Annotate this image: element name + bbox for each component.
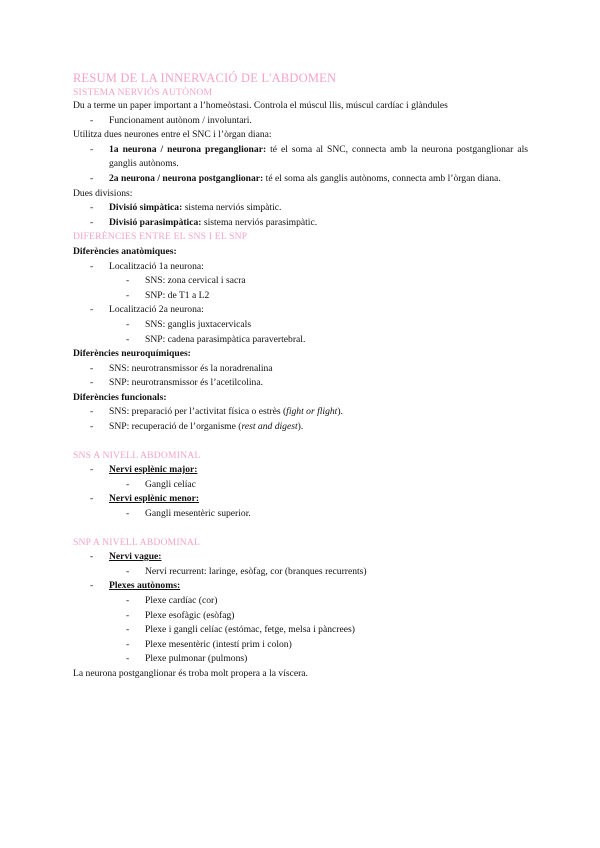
dash-bullet: - [90,580,94,592]
sub-list-item: - Plexe mesentèric (intestí prim i colon) [73,638,528,653]
dash-bullet: - [90,377,94,389]
div1-text: sistema nerviós simpàtic. [182,202,282,214]
list-item [73,143,528,172]
section-heading-autonomic: SISTEMA NERVIÓS AUTÒNOM [73,87,213,98]
sub-list-item: - SNP: cadena parasimpàtica paravertebral. [73,333,528,348]
neuron2-label: 2a neurona / neurona postganglionar: [109,172,264,184]
dash-bullet: - [126,478,130,490]
neurochemical-list [73,362,528,391]
sub-list-item: - Gangli celíac [73,478,528,493]
dash-bullet: - [126,318,130,330]
dash-bullet: - [90,114,94,126]
div2-label: Divisió parasimpàtica: [109,216,202,228]
sub-list [109,274,528,303]
italic-term: fight or flight [286,406,338,418]
dash-bullet: - [126,565,130,577]
div1-label: Divisió simpàtica: [109,202,183,214]
neuron1-label: 1a neurona / neurona preganglionar: [109,143,267,155]
list-item: - Plexes autònoms: - Plexe cardíac (cor) - Plexe esofàgic (esòfag) - Plexe i gangli celíac (estómac, fetge, melsa i pàncrees) - Plexe mesentèric (intestí prim i colon) - Plexe pulmonar (pulmons) [73,579,528,667]
list-item [73,216,528,231]
div2-text: sistema nerviós parasimpàtic. [201,216,318,228]
dash-bullet: - [126,609,130,621]
dash-bullet: - [90,493,94,505]
dash-bullet: - [90,421,94,433]
list-item [73,201,528,216]
dash-bullet: - [90,362,94,374]
sns-list [73,463,528,521]
sub-list [109,565,528,580]
dash-bullet: - [126,333,130,345]
dash-bullet: - [90,551,94,563]
list-item: - Nervi esplènic major: - Gangli celíac [73,463,528,492]
snp-list [73,550,528,667]
section-heading-snp-abdominal: SNP A NIVELL ABDOMINAL [73,536,201,548]
dash-bullet: - [90,143,94,155]
dash-bullet: - [90,260,94,272]
sub-list-item: - Nervi recurrent: laringe, esòfag, cor (branques recurrents) [73,565,528,580]
anatomical-list [73,260,528,348]
section-heading-differences: DIFERÈNCIES ENTRE EL SNS I EL SNP [73,231,248,243]
neurons-list [73,143,528,187]
dash-bullet: - [126,653,130,665]
list-item: - Nervi esplènic menor: - Gangli mesentèric superior. [73,492,528,521]
dash-bullet: - [90,216,94,228]
list-item: - SNS: neurotransmissor és la noradrenalina [73,362,528,377]
divisions-list [73,201,528,230]
dash-bullet: - [126,638,130,650]
sub-list [109,478,528,493]
document-title: RESUM DE LA INNERVACIÓ DE L'ABDOMEN [73,71,337,85]
functional-list [73,405,528,434]
sub-list-item: - SNP: de T1 a L2 [73,289,528,304]
sub-list-item: - SNS: ganglis juxtacervicals [73,318,528,333]
sub-list-item: - Plexe i gangli celíac (estómac, fetge, melsa i pàncrees) [73,623,528,638]
list-item: - Nervi vague: - Nervi recurrent: laringe, esòfag, cor (branques recurrents) [73,550,528,579]
document-page [73,70,528,682]
dash-bullet: - [126,624,130,636]
sub-list [109,318,528,347]
list-item: - SNP: neurotransmissor és l’acetilcolina. [73,376,528,391]
list-item: - SNP: recuperació de l’organisme (rest and digest). [73,420,528,435]
dash-bullet: - [126,595,130,606]
dash-bullet: - [90,304,94,316]
dash-bullet: - [126,275,130,287]
neurochemical-heading: Diferències neuroquímiques: [73,348,191,360]
list-item [73,172,528,187]
sub-list-item: - Gangli mesentèric superior. [73,507,528,522]
dash-bullet: - [90,172,94,184]
italic-term: rest and digest [241,421,298,433]
dash-bullet: - [126,508,130,520]
neurons-intro: Utilitza dues neurones entre el SNC i l’òrgan diana: [73,129,272,141]
neuron1-text: té el soma al SNC, connecta amb la neurona postganglionar als ganglis autònoms. [109,143,529,170]
list-item: - SNS: preparació per l’activitat física o estrès (fight or flight). [73,405,528,420]
anatomical-heading: Diferències anatòmiques: [73,245,177,257]
intro-paragraph: Du a terme un paper important a l’homeòstasi. Controla el múscul llis, múscul cardíac i glàndules [73,100,448,111]
list-item: - Localització 2a neurona: - SNS: ganglis juxtacervicals - SNP: cadena parasimpàtica paravertebral. [73,303,528,347]
neuron2-text: té el soma als ganglis autònoms, connecta amb l’òrgan diana. [263,172,501,184]
sub-list-item: - Plexe cardíac (cor) [73,594,528,609]
functional-heading: Diferències funcionals: [73,391,167,403]
sub-list [109,507,528,522]
list-item: - Localització 1a neurona: - SNS: zona cervical i sacra - SNP: de T1 a L2 [73,260,528,304]
sub-list-item: - Plexe esofàgic (esòfag) [73,609,528,624]
dash-bullet: - [90,406,94,418]
intro-list [73,114,528,129]
closing-paragraph: La neurona postganglionar és troba molt propera a la víscera. [73,667,308,679]
dash-bullet: - [90,464,94,476]
list-item: - Funcionament autònom / involuntari. [73,114,528,129]
section-heading-sns-abdominal: SNS A NIVELL ABDOMINAL [73,449,201,461]
divisions-intro: Dues divisions: [73,187,133,199]
sub-list-item: - SNS: zona cervical i sacra [73,274,528,289]
sub-list [109,594,528,667]
dash-bullet: - [90,202,94,214]
sub-list-item: - Plexe pulmonar (pulmons) [73,652,528,667]
dash-bullet: - [126,289,130,301]
